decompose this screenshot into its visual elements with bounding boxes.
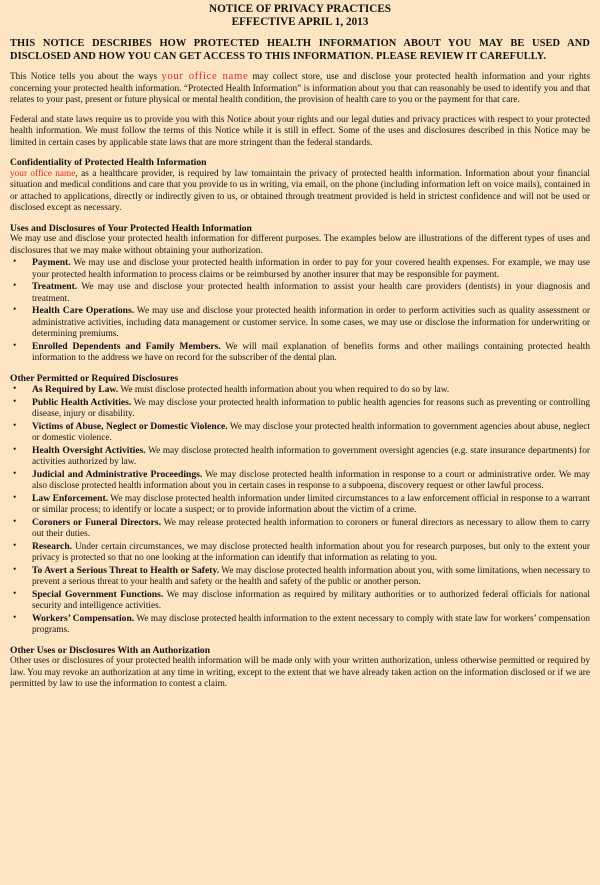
list-item-text: We must disclose protected health information about you when required to do so by law. (118, 385, 450, 395)
intro-post: may collect store, use and disclose your protected health information and your rights concerning your protected health information. “Protected Health Information” is information about you that can reasonably be used to identify you and that relates to your past, present or future physical or mental health condition, the provision of health care to you or the payment for that care. (10, 72, 590, 105)
confidentiality-paragraph (10, 169, 590, 215)
bullet-icon: • (13, 340, 17, 351)
list-item-label: Health Oversight Activities. (32, 444, 146, 456)
list-item-label: Research. (32, 540, 73, 552)
list-item-text: We may disclose protected health information to the extent necessary to comply with state law for workers’ compensation programs. (32, 613, 590, 635)
confidentiality-heading: Confidentiality of Protected Health Information (10, 157, 207, 168)
list-item (10, 493, 590, 517)
bullet-icon: • (13, 384, 17, 394)
list-item (10, 589, 590, 613)
authorization-heading: Other Uses or Disclosures With an Authorization (10, 644, 211, 656)
list-item-label: Judicial and Administrative Proceedings. (32, 468, 203, 480)
bullet-icon: • (13, 540, 17, 551)
list-item-label: Treatment. (32, 281, 78, 292)
uses-list (10, 257, 590, 365)
list-item (10, 384, 590, 397)
list-item-label: Law Enforcement. (32, 492, 109, 504)
bullet-icon: • (13, 588, 17, 599)
confidentiality-text: , as a healthcare provider, is required by law tomaintain the privacy of protected health information. Information about your financial situation and medical conditions and care that you provide to us in writing, via email, on the phone (including information left on voice mails), contained in or attached to applications, directly or indirectly given to us, or obtained through treatment provided is held in strictest confidence and will not be used or disclosed except as necessary. (10, 168, 590, 213)
uses-intro: We may use and disclose your protected health information for different purposes. The examples below are illustrations of the different types of uses and disclosures that we may make without obtaining your authorization. (10, 234, 590, 256)
office-name-placeholder-2: your office name (10, 168, 76, 179)
intro-pre: This Notice tells you about the ways (10, 72, 162, 82)
list-item-text: We may disclose protected health information in response to a court or administrative order. We may also disclose protected health information about you in certain cases in response to a subpoena, discovery request or other lawful process. (32, 469, 590, 491)
other-heading: Other Permitted or Required Disclosures (10, 372, 179, 384)
bullet-icon: • (13, 420, 17, 431)
bullet-icon: • (13, 444, 17, 455)
list-item-label: Workers’ Compensation. (32, 612, 135, 624)
list-item (10, 421, 590, 445)
bullet-icon: • (13, 516, 17, 527)
authorization-paragraph: Other uses or disclosures of your protected health information will be made only with your written authorization, unless otherwise permitted or required by law. You may revoke an authorization at any time in writing, except to the extent that we have already taken action on the information disclosed or if we are permitted by law to use the information to contest a claim. (10, 656, 591, 689)
list-item (10, 469, 590, 493)
notice-title (10, 3, 590, 29)
other-disclosures-list (10, 384, 590, 637)
list-item-text: We will mail explanation of benefits forms and other mailings containing protected health information to the address we have on record for the subscriber of the dental plan. (32, 341, 590, 363)
uses-heading: Uses and Disclosures of Your Protected Health Information (10, 222, 252, 234)
office-name-placeholder: your office name (161, 70, 249, 82)
list-item (10, 281, 590, 305)
list-item (10, 257, 590, 281)
bullet-icon: • (13, 468, 17, 479)
list-item-label: Health Care Operations. (32, 305, 135, 316)
list-item-text: We may release protected health information to coroners or funeral directors as necessary to allow them to carry out their duties. (32, 517, 591, 539)
list-item-label: Public Health Activities. (32, 396, 132, 408)
intro-paragraph (10, 71, 590, 107)
list-item (10, 305, 590, 341)
list-item-text: We may disclose protected health information about you, with some limitations, when necessary to prevent a serious threat to your health and safety or the health and safety of the public or another person. (32, 565, 590, 587)
list-item-text: We may use and disclose your protected health information to assist your health care providers (dentists) in your diagnosis and treatment. (32, 282, 590, 304)
federal-paragraph: Federal and state laws require us to provide you with this Notice about your rights and our legal duties and privacy practices with respect to your protected health information. We must follow the terms of this Notice while it is still in effect. Some of the uses and disclosures described in this Notice may be limited in certain cases by applicable state laws that are more stringent than the federal standards. (10, 114, 590, 148)
list-item-label: Special Government Functions. (32, 588, 164, 600)
notice-effective-date: EFFECTIVE APRIL 1, 2013 (231, 16, 369, 28)
bullet-icon: • (13, 612, 17, 623)
list-item-text: We may disclose information as required by military authorities or to authorized federal officials for national security and intelligence activities. (32, 589, 591, 611)
bullet-icon: • (13, 257, 17, 267)
list-item-text: We may use and disclose your protected health information in order to pay for your covered health expenses. For example, we may use your protected health information to process claims or be reimbursed by another insurer that may be responsible for payment. (32, 258, 590, 280)
bullet-icon: • (13, 492, 17, 503)
list-item-label: Enrolled Dependents and Family Members. (32, 340, 221, 352)
list-item (10, 517, 590, 541)
list-item-label: To Avert a Serious Threat to Health or Safety. (32, 564, 220, 576)
notice-title-line1: NOTICE OF PRIVACY PRACTICES (208, 3, 392, 15)
list-item (10, 541, 590, 565)
bullet-icon: • (13, 281, 17, 291)
list-item-label: Payment. (32, 257, 71, 268)
list-item-text: We may disclose protected health information under limited circumstances to a law enforcement official in response to a warrant or similar process; to identify or locate a suspect; or to provide information about the victim of a crime. (32, 493, 591, 515)
list-item (10, 445, 590, 469)
list-item-text: We may disclose your protected health information to public health agencies for reasons such as preventing or controlling disease, injury or disability. (32, 397, 590, 419)
bullet-icon: • (13, 396, 17, 407)
list-item-text: We may use and disclose your protected health information in order to perform activities such as quality assessment or administrative activities, including data management or customer service. In some cases, we may use or disclose the information for underwriting or determining premiums. (32, 306, 590, 339)
list-item (10, 341, 590, 365)
list-item-text: We may disclose protected health information to government oversight agencies (e.g. state insurance departments) for activities authorized by law. (32, 445, 591, 467)
list-item-label: As Required by Law. (32, 384, 119, 395)
list-item (10, 565, 590, 589)
caps-notice: THIS NOTICE DESCRIBES HOW PROTECTED HEALTH INFORMATION ABOUT YOU MAY BE USED AND DISCLOSED AND HOW YOU CAN GET ACCESS TO THIS INFORMATION. PLEASE REVIEW IT CAREFULLY. (10, 38, 590, 62)
bullet-icon: • (13, 305, 17, 315)
list-item-text: Under certain circumstances, we may disclose protected health information about you for research purposes, but only to the extent your privacy is protected so that no one looking at the information can identify that information as relating to you. (32, 541, 590, 563)
list-item-label: Coroners or Funeral Directors. (32, 516, 161, 528)
list-item-label: Victims of Abuse, Neglect or Domestic Violence. (32, 420, 228, 432)
list-item-text: We may disclose your protected health information to government agencies about abuse, neglect or domestic violence. (32, 421, 590, 443)
bullet-icon: • (13, 564, 17, 575)
list-item (10, 613, 590, 637)
list-item (10, 397, 590, 421)
